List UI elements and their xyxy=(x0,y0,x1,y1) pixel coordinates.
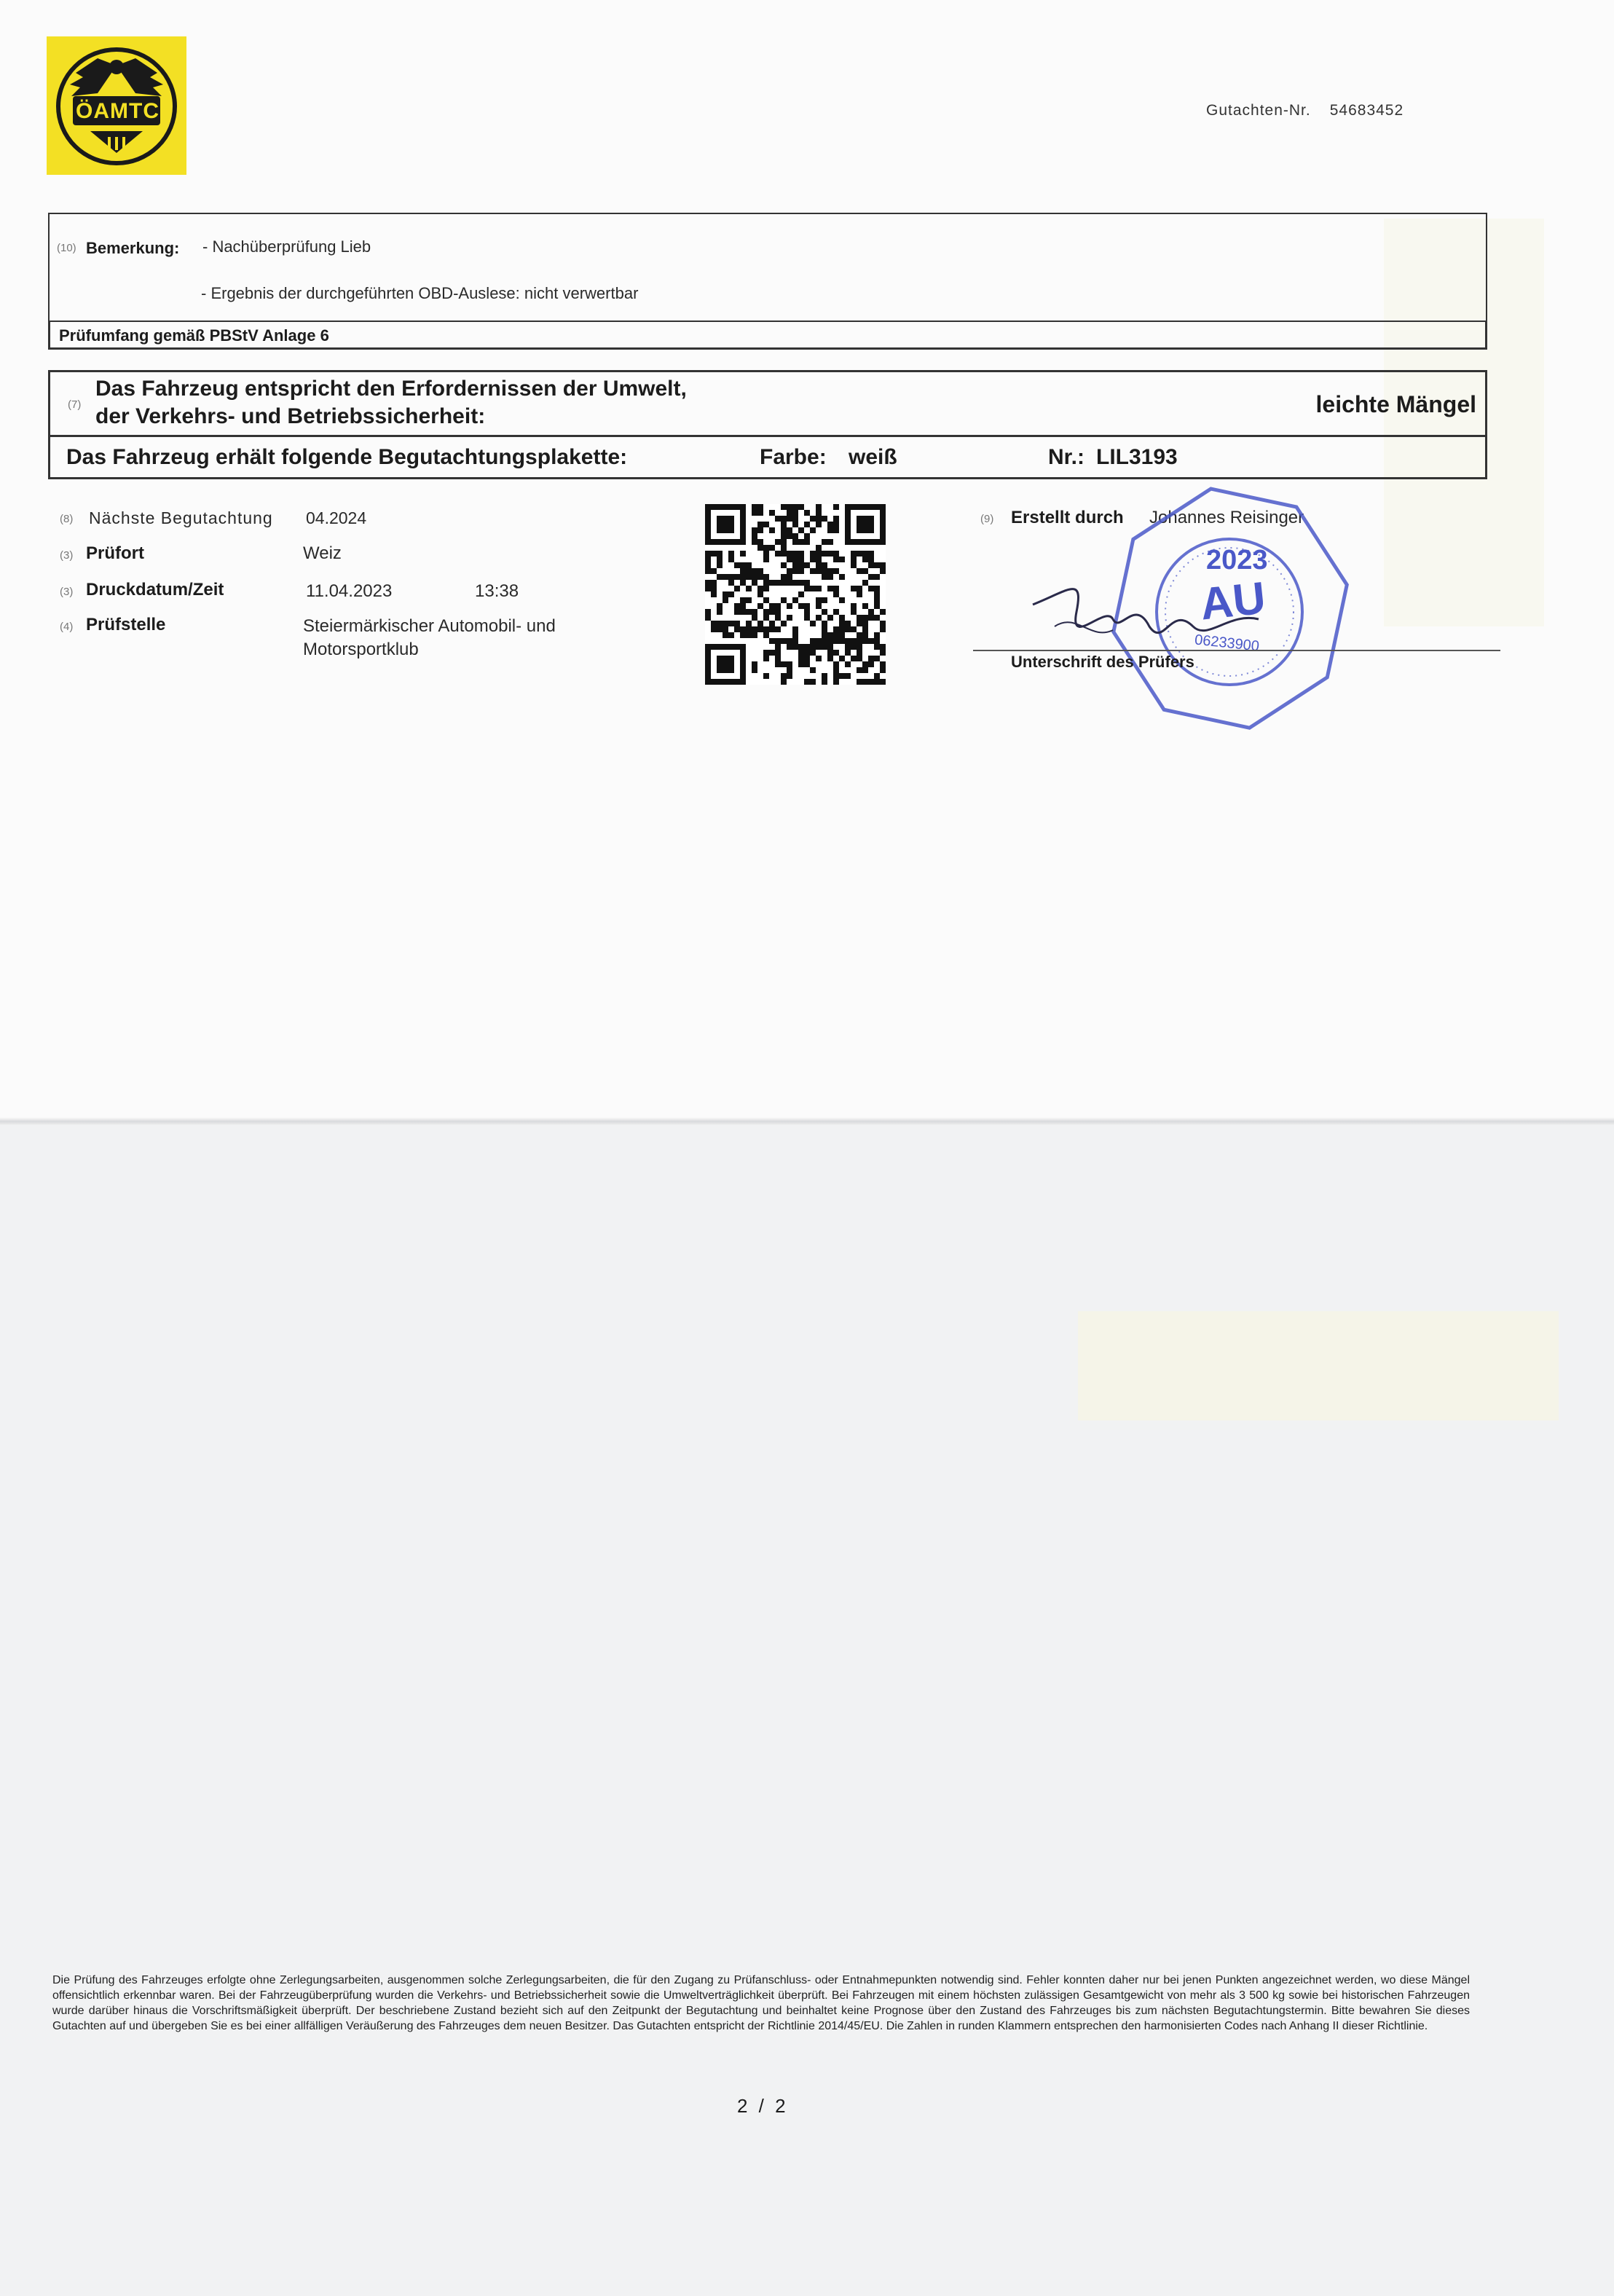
farbe-value: weiß xyxy=(849,445,897,469)
naechste-value: 04.2024 xyxy=(306,508,367,527)
plakette-text: Das Fahrzeug erhält folgende Begutachtungsplakette: xyxy=(66,445,628,469)
bemerkung-label: Bemerkung: xyxy=(86,239,180,257)
page-number: 2 / 2 xyxy=(737,2095,789,2117)
signature-line xyxy=(973,650,1500,651)
statement-line-1: Das Fahrzeug entspricht den Erfordernissen der Umwelt, xyxy=(95,377,687,401)
qr-code xyxy=(705,504,886,685)
erstellt-label: Erstellt durch xyxy=(1011,508,1124,527)
paper-tint xyxy=(1078,1311,1559,1420)
nr-label: Nr.: xyxy=(1048,445,1085,469)
bemerkung-code: (10) xyxy=(57,242,76,254)
pruefstelle-label: Prüfstelle xyxy=(86,615,166,634)
pruefstelle-line-2: Motorsportklub xyxy=(303,640,419,659)
pruefumfang-box xyxy=(48,321,1487,350)
pruefumfang-text: Prüfumfang gemäß PBStV Anlage 6 xyxy=(59,326,329,345)
pruefort-code: (3) xyxy=(60,549,74,562)
result-status: leichte Mängel xyxy=(1315,391,1476,417)
pruefort-label: Prüfort xyxy=(86,543,144,563)
paper-fold xyxy=(0,1117,1614,1125)
result-divider xyxy=(50,435,1485,437)
druck-date: 11.04.2023 xyxy=(306,581,393,601)
erstellt-code: (9) xyxy=(980,513,994,525)
naechste-code: (8) xyxy=(60,513,74,525)
druck-time: 13:38 xyxy=(475,581,519,601)
erstellt-name: Johannes Reisinger xyxy=(1149,508,1304,527)
gutachten-number xyxy=(1206,102,1404,119)
legal-footer-text: Die Prüfung des Fahrzeuges erfolgte ohne Zerlegungsarbeiten, ausgenommen solche Zerlegungsarbeiten, die für den Zugang zu Prüfanschluss- oder Entnahmepunkten notwendig sind. Fehler konnten daher nur bei jenen Punkten angezeichnet werden, wo diese Mängel offensichtlich erkennbar waren. Bei der Fahrzeugüberprüfung wurden die Verkehrs- und Betriebssicherheit sowie die Umweltverträglichkeit überprüft. Bei Fahrzeugen mit einem höchsten zulässigen Gesamtgewicht von mehr als 3 500 kg sowie bei historischen Fahrzeugen wurde darüber hinaus die Vorschriftsmäßigkeit überprüft. Der beschriebene Zustand bezieht sich auf den Zeitpunkt der Begutachtung und beinhaltet keine Prognose über den Zustand des Fahrzeuges bis zum nächsten Begutachtungstermin. Bitte bewahren Sie dieses Gutachten auf und übergeben Sie es bei einer allfälligen Veräußerung des Fahrzeuges dem neuen Besitzer. Das Gutachten entspricht der Richtlinie 2014/45/EU. Die Zahlen in runden Klammern entsprechen den harmonisierten Codes nach Anhang II dieser Richtlinie. xyxy=(52,1974,1470,2032)
naechste-label: Nächste Begutachtung xyxy=(89,508,273,527)
stamp-year: 2023 xyxy=(1206,545,1268,575)
pruefstelle-code: (4) xyxy=(60,621,74,633)
result-code: (7) xyxy=(68,398,82,411)
lower-paper-half xyxy=(0,1122,1614,2296)
bemerkung-line-2: - Ergebnis der durchgeführten OBD-Auslese: nicht verwertbar xyxy=(201,284,639,302)
statement-line-2: der Verkehrs- und Betriebssicherheit: xyxy=(95,404,486,428)
gutachten-label: Gutachten-Nr. xyxy=(1206,102,1311,119)
druck-code: (3) xyxy=(60,586,74,598)
nr-value: LIL3193 xyxy=(1096,445,1178,469)
stamp-au: AU xyxy=(1197,573,1268,630)
bemerkung-line-1: - Nachüberprüfung Lieb xyxy=(202,237,371,256)
druck-label: Druckdatum/Zeit xyxy=(86,580,224,599)
pruefort-value: Weiz xyxy=(303,543,342,563)
gutachten-value: 54683452 xyxy=(1329,102,1404,119)
logo-text: ÖAMTC xyxy=(76,99,160,123)
handwritten-signature xyxy=(1026,561,1266,656)
unterschrift-label: Unterschrift des Prüfers xyxy=(1011,653,1194,671)
stamp-number: 06233900 xyxy=(1194,632,1260,655)
farbe-label: Farbe: xyxy=(760,445,827,469)
oeamtc-logo xyxy=(47,36,186,175)
pruefstelle-line-1: Steiermärkischer Automobil- und xyxy=(303,616,556,636)
bemerkung-box xyxy=(48,213,1487,322)
result-box xyxy=(48,370,1487,479)
